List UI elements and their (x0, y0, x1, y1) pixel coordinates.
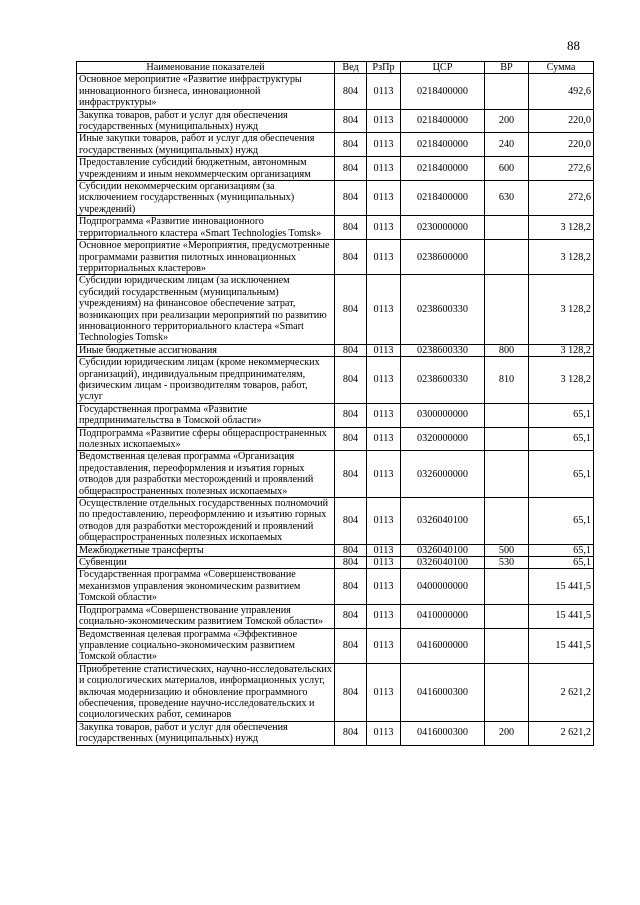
cell-ved: 804 (335, 133, 367, 157)
table-row (77, 628, 594, 663)
cell-sum: 220,0 (529, 133, 594, 157)
cell-csr: 0300000000 (401, 403, 485, 427)
cell-csr: 0238600000 (401, 240, 485, 275)
cell-csr: 0218400000 (401, 157, 485, 181)
table-row (77, 133, 594, 157)
cell-rzpr: 0113 (367, 216, 401, 240)
cell-ved: 804 (335, 427, 367, 451)
table-row (77, 544, 594, 556)
table-row (77, 663, 594, 721)
cell-vr: 800 (485, 344, 529, 356)
cell-sum: 3 128,2 (529, 240, 594, 275)
table-row (77, 557, 594, 569)
table-row (77, 498, 594, 545)
cell-vr: 200 (485, 109, 529, 133)
header-sum: Сумма (529, 62, 594, 74)
cell-name: Иные закупки товаров, работ и услуг для обеспечения государственных (муниципальных) нужд (77, 133, 335, 157)
cell-vr (485, 240, 529, 275)
cell-sum: 65,1 (529, 544, 594, 556)
cell-name: Государственная программа «Развитие предпринимательства в Томской области» (77, 403, 335, 427)
cell-vr (485, 569, 529, 604)
cell-csr: 0410000000 (401, 604, 485, 628)
table-row (77, 427, 594, 451)
cell-name: Иные бюджетные ассигнования (77, 344, 335, 356)
table-row (77, 569, 594, 604)
table-row (77, 451, 594, 498)
table-row (77, 721, 594, 745)
cell-name: Закупка товаров, работ и услуг для обеспечения государственных (муниципальных) нужд (77, 109, 335, 133)
cell-vr (485, 663, 529, 721)
cell-ved: 804 (335, 74, 367, 109)
cell-rzpr: 0113 (367, 569, 401, 604)
cell-ved: 804 (335, 181, 367, 216)
cell-rzpr: 0113 (367, 74, 401, 109)
cell-csr: 0416000000 (401, 628, 485, 663)
cell-vr (485, 74, 529, 109)
cell-rzpr: 0113 (367, 451, 401, 498)
table-row (77, 275, 594, 344)
cell-rzpr: 0113 (367, 357, 401, 404)
cell-ved: 804 (335, 109, 367, 133)
cell-rzpr: 0113 (367, 544, 401, 556)
cell-csr: 0238600330 (401, 275, 485, 344)
cell-sum: 3 128,2 (529, 216, 594, 240)
budget-table (76, 61, 594, 746)
cell-csr: 0326040100 (401, 544, 485, 556)
cell-sum: 272,6 (529, 181, 594, 216)
table-row (77, 109, 594, 133)
cell-vr: 630 (485, 181, 529, 216)
cell-csr: 0218400000 (401, 133, 485, 157)
cell-csr: 0400000000 (401, 569, 485, 604)
cell-vr: 240 (485, 133, 529, 157)
cell-sum: 15 441,5 (529, 569, 594, 604)
cell-sum: 15 441,5 (529, 628, 594, 663)
cell-ved: 804 (335, 157, 367, 181)
cell-csr: 0326000000 (401, 451, 485, 498)
cell-rzpr: 0113 (367, 157, 401, 181)
cell-csr: 0218400000 (401, 181, 485, 216)
table-row (77, 181, 594, 216)
cell-ved: 804 (335, 544, 367, 556)
table-row (77, 157, 594, 181)
cell-vr: 600 (485, 157, 529, 181)
cell-name: Основное мероприятие «Мероприятия, предусмотренные программами развития пилотных инновационных территориальных кластеров» (77, 240, 335, 275)
cell-csr: 0238600330 (401, 344, 485, 356)
cell-ved: 804 (335, 604, 367, 628)
cell-rzpr: 0113 (367, 240, 401, 275)
table-row (77, 240, 594, 275)
cell-vr: 530 (485, 557, 529, 569)
cell-ved: 804 (335, 357, 367, 404)
cell-name: Ведомственная целевая программа «Организация предоставления, переоформления и изъятия горных отводов для разработки месторождений и проявлений общераспространенных полезных ископаемых» (77, 451, 335, 498)
cell-name: Закупка товаров, работ и услуг для обеспечения государственных (муниципальных) нужд (77, 721, 335, 745)
cell-vr (485, 604, 529, 628)
cell-sum: 272,6 (529, 157, 594, 181)
cell-csr: 0326040100 (401, 498, 485, 545)
cell-sum: 2 621,2 (529, 721, 594, 745)
cell-vr (485, 216, 529, 240)
cell-rzpr: 0113 (367, 557, 401, 569)
cell-ved: 804 (335, 663, 367, 721)
table-row (77, 216, 594, 240)
cell-sum: 65,1 (529, 403, 594, 427)
cell-name: Подпрограмма «Развитие сферы общераспространенных полезных ископаемых» (77, 427, 335, 451)
cell-name: Ведомственная целевая программа «Эффективное управление социально-экономическим развитием Томской области» (77, 628, 335, 663)
page-number: 88 (567, 38, 580, 53)
cell-rzpr: 0113 (367, 628, 401, 663)
cell-name: Субсидии некоммерческим организациям (за исключением государственных (муниципальных) учреждений) (77, 181, 335, 216)
cell-rzpr: 0113 (367, 133, 401, 157)
header-name: Наименование показателей (77, 62, 335, 74)
cell-name: Государственная программа «Совершенствование механизмов управления экономическим развитием Томской области» (77, 569, 335, 604)
cell-ved: 804 (335, 557, 367, 569)
cell-vr (485, 628, 529, 663)
cell-rzpr: 0113 (367, 181, 401, 216)
cell-sum: 65,1 (529, 427, 594, 451)
cell-ved: 804 (335, 344, 367, 356)
table-row (77, 74, 594, 109)
cell-ved: 804 (335, 451, 367, 498)
cell-sum: 15 441,5 (529, 604, 594, 628)
cell-vr (485, 498, 529, 545)
cell-rzpr: 0113 (367, 498, 401, 545)
cell-name: Подпрограмма «Совершенствование управления социально-экономическим развитием Томской области» (77, 604, 335, 628)
cell-csr: 0416000300 (401, 721, 485, 745)
cell-name: Субсидии юридическим лицам (кроме некоммерческих организаций), индивидуальным предпринимателям, физическим лицам - производителям товаров, работ, услуг (77, 357, 335, 404)
cell-csr: 0230000000 (401, 216, 485, 240)
cell-ved: 804 (335, 216, 367, 240)
cell-rzpr: 0113 (367, 344, 401, 356)
cell-ved: 804 (335, 403, 367, 427)
cell-rzpr: 0113 (367, 663, 401, 721)
cell-csr: 0326040100 (401, 557, 485, 569)
table-row (77, 403, 594, 427)
cell-name: Субвенции (77, 557, 335, 569)
cell-vr: 810 (485, 357, 529, 404)
cell-rzpr: 0113 (367, 403, 401, 427)
cell-name: Субсидии юридическим лицам (за исключением субсидий государственным (муниципальным) учреждениям) на финансовое обеспечение затрат, возникающих при реализации мероприятий по развитию инновационного территориального кластера «Smart Technologies Tomsk» (77, 275, 335, 344)
cell-name: Предоставление субсидий бюджетным, автономным учреждениям и иным некоммерческим организациям (77, 157, 335, 181)
cell-name: Межбюджетные трансферты (77, 544, 335, 556)
table-row (77, 344, 594, 356)
cell-ved: 804 (335, 275, 367, 344)
header-csr: ЦСР (401, 62, 485, 74)
cell-sum: 65,1 (529, 498, 594, 545)
cell-csr: 0218400000 (401, 109, 485, 133)
cell-sum: 3 128,2 (529, 344, 594, 356)
cell-sum: 492,6 (529, 74, 594, 109)
cell-name: Основное мероприятие «Развитие инфраструктуры инновационного бизнеса, инновационной инфраструктуры» (77, 74, 335, 109)
cell-sum: 220,0 (529, 109, 594, 133)
cell-name: Осуществление отдельных государственных полномочий по предоставлению, переоформлению и изъятию горных отводов для разработки месторождений и проявлений общераспространенных полезных ископаемых (77, 498, 335, 545)
cell-vr (485, 403, 529, 427)
cell-ved: 804 (335, 569, 367, 604)
header-rzpr: РзПр (367, 62, 401, 74)
cell-sum: 3 128,2 (529, 275, 594, 344)
cell-ved: 804 (335, 498, 367, 545)
cell-sum: 2 621,2 (529, 663, 594, 721)
cell-sum: 3 128,2 (529, 357, 594, 404)
cell-sum: 65,1 (529, 557, 594, 569)
cell-rzpr: 0113 (367, 604, 401, 628)
cell-vr: 200 (485, 721, 529, 745)
table-body (77, 74, 594, 745)
table-row (77, 357, 594, 404)
cell-rzpr: 0113 (367, 275, 401, 344)
header-vr: ВР (485, 62, 529, 74)
cell-ved: 804 (335, 628, 367, 663)
cell-ved: 804 (335, 240, 367, 275)
cell-vr (485, 275, 529, 344)
cell-csr: 0218400000 (401, 74, 485, 109)
cell-vr (485, 427, 529, 451)
cell-rzpr: 0113 (367, 109, 401, 133)
cell-name: Приобретение статистических, научно-исследовательских и социологических материалов, информационных услуг, включая модернизацию и обновление программного обеспечения, проведение научно-исследовательских и социологических работ, семинаров (77, 663, 335, 721)
cell-ved: 804 (335, 721, 367, 745)
cell-csr: 0238600330 (401, 357, 485, 404)
cell-name: Подпрограмма «Развитие инновационного территориального кластера «Smart Technologies Tomsk» (77, 216, 335, 240)
cell-csr: 0320000000 (401, 427, 485, 451)
cell-vr: 500 (485, 544, 529, 556)
cell-vr (485, 451, 529, 498)
cell-rzpr: 0113 (367, 721, 401, 745)
table-row (77, 604, 594, 628)
cell-csr: 0416000300 (401, 663, 485, 721)
cell-sum: 65,1 (529, 451, 594, 498)
header-ved: Вед (335, 62, 367, 74)
cell-rzpr: 0113 (367, 427, 401, 451)
table-header-row (77, 62, 594, 74)
